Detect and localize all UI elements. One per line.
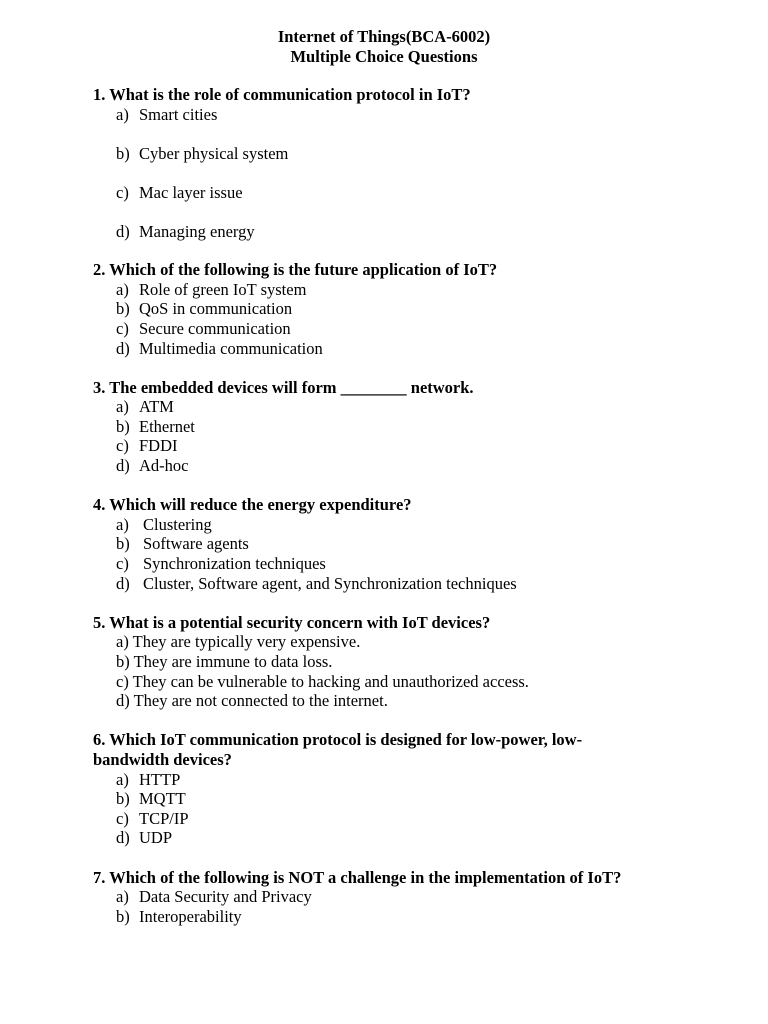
- option-text: QoS in communication: [139, 299, 293, 319]
- option-letter: d): [116, 221, 130, 241]
- option-a: [116, 770, 653, 790]
- question-list: [93, 85, 653, 926]
- option-a: [116, 515, 653, 535]
- option-b: [116, 417, 653, 437]
- option-letter: b): [116, 906, 130, 926]
- option-text: TCP/IP: [139, 808, 189, 828]
- option-text: Clustering: [143, 514, 212, 534]
- option-letter: b): [116, 534, 130, 554]
- option-text: Software agents: [143, 534, 249, 554]
- option-letter: d): [116, 338, 130, 358]
- option-letter: b): [116, 299, 130, 319]
- option-a: a) They are typically very expensive.: [116, 632, 361, 652]
- option-letter: a): [116, 887, 129, 907]
- option-d: [116, 828, 653, 848]
- option-letter: b): [116, 789, 130, 809]
- option-letter: d): [116, 456, 130, 476]
- option-letter: c): [116, 318, 129, 338]
- option-b: b) They are immune to data loss.: [116, 652, 333, 672]
- title-course: Internet of Things(BCA-6002): [277, 27, 491, 46]
- option-c: c) They can be vulnerable to hacking and unauthorized access.: [116, 671, 529, 691]
- title-subtitle: Multiple Choice Questions: [290, 47, 478, 66]
- option-letter: c): [116, 182, 129, 202]
- option-c: [116, 554, 653, 574]
- option-b: [116, 907, 653, 927]
- question-6: [93, 730, 653, 848]
- question-1: [93, 85, 653, 241]
- option-c: [116, 436, 653, 456]
- option-text: Synchronization techniques: [143, 554, 326, 574]
- option-b: [116, 299, 653, 319]
- option-text: Data Security and Privacy: [139, 887, 312, 907]
- option-letter: a): [116, 769, 129, 789]
- option-d: [116, 222, 653, 242]
- option-b: [116, 534, 653, 554]
- option-text: Role of green IoT system: [139, 279, 307, 299]
- option-text: MQTT: [139, 789, 186, 809]
- option-text: HTTP: [139, 769, 181, 789]
- option-c: [116, 319, 653, 339]
- option-letter: d): [116, 828, 130, 848]
- option-d: [116, 339, 653, 359]
- option-text: Ad-hoc: [139, 456, 189, 476]
- option-text: Interoperability: [139, 906, 242, 926]
- option-c: [116, 809, 653, 829]
- question-text: 3. The embedded devices will form ________ network.: [93, 377, 474, 397]
- option-letter: a): [116, 279, 129, 299]
- question-3: [93, 378, 653, 476]
- option-d: [116, 456, 653, 476]
- option-letter: a): [116, 397, 129, 417]
- option-letter: c): [116, 554, 129, 574]
- option-text: FDDI: [139, 436, 178, 456]
- option-letter: c): [116, 436, 129, 456]
- option-letter: b): [116, 416, 130, 436]
- option-letter: b): [116, 143, 130, 163]
- option-d: [116, 574, 653, 594]
- option-b: [116, 789, 653, 809]
- option-text: Secure communication: [139, 318, 291, 338]
- option-text: Smart cities: [139, 104, 218, 124]
- option-b: [116, 144, 653, 164]
- question-text: 5. What is a potential security concern with IoT devices?: [93, 612, 491, 632]
- option-c: [116, 183, 653, 203]
- question-text-line-1: 6. Which IoT communication protocol is designed for low-power, low-: [93, 730, 583, 750]
- option-a: [116, 397, 653, 417]
- option-text: Mac layer issue: [139, 182, 243, 202]
- option-letter: a): [116, 514, 129, 534]
- option-a: [116, 105, 653, 125]
- option-text: UDP: [139, 828, 173, 848]
- question-2: [93, 260, 653, 358]
- option-text: Multimedia communication: [139, 338, 323, 358]
- option-letter: c): [116, 808, 129, 828]
- question-text: 2. Which of the following is the future application of IoT?: [93, 260, 498, 280]
- option-text: Ethernet: [139, 416, 195, 436]
- document-title: [0, 27, 768, 67]
- question-text: 1. What is the role of communication protocol in IoT?: [93, 85, 471, 104]
- question-text-line-2: bandwidth devices?: [93, 749, 232, 769]
- option-letter: a): [116, 104, 129, 124]
- option-a: [116, 887, 653, 907]
- option-a: [116, 280, 653, 300]
- question-7: [93, 868, 653, 927]
- option-text: Managing energy: [139, 221, 255, 241]
- option-text: Cyber physical system: [139, 143, 289, 163]
- option-text: ATM: [139, 397, 174, 417]
- question-4: [93, 495, 653, 593]
- question-5: [93, 613, 653, 711]
- option-letter: d): [116, 573, 130, 593]
- question-text: 7. Which of the following is NOT a challenge in the implementation of IoT?: [93, 867, 622, 887]
- option-text: Cluster, Software agent, and Synchronization techniques: [143, 573, 517, 593]
- option-d: d) They are not connected to the internet.: [116, 691, 388, 711]
- question-text: 4. Which will reduce the energy expenditure?: [93, 495, 412, 515]
